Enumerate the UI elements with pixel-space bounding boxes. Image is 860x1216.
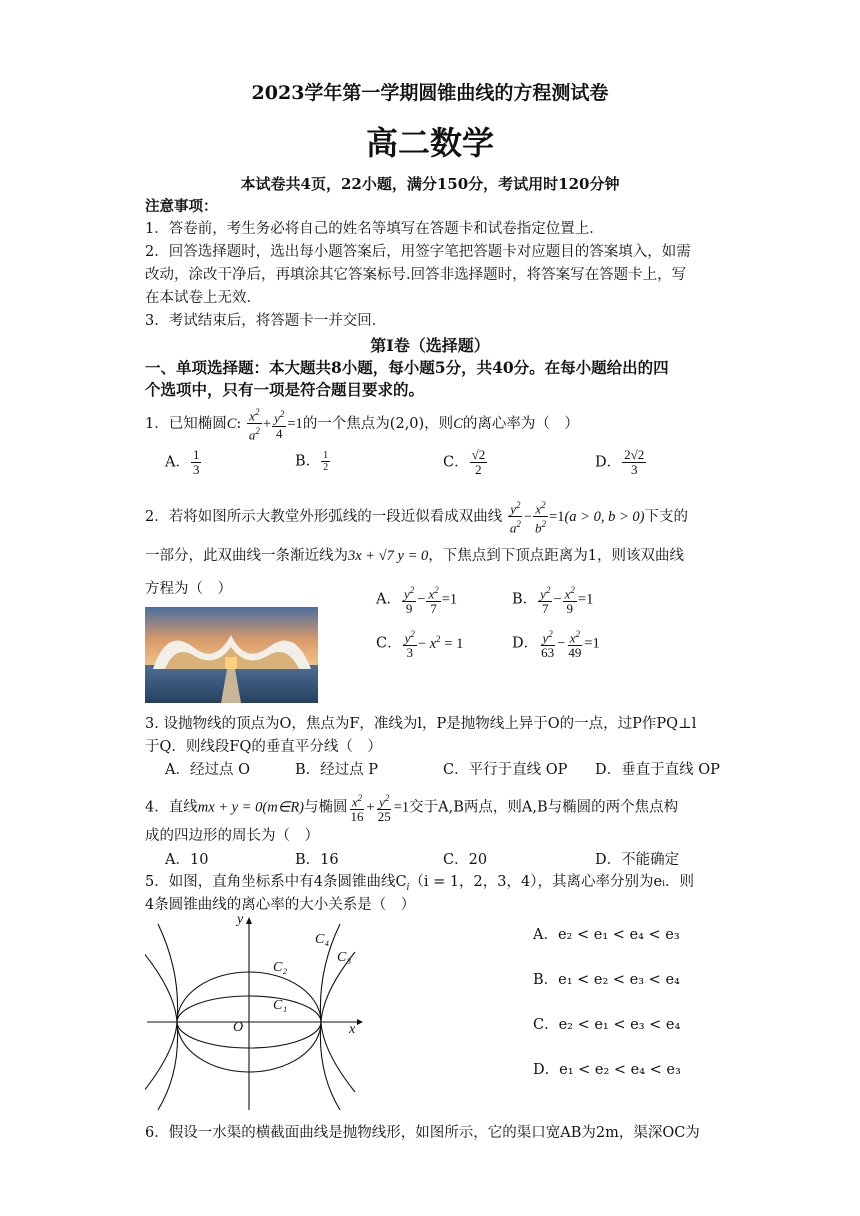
- fig-label-c1: C₁: [273, 998, 288, 1013]
- q5-option-b: B．e₁ < e₂ < e₃ < e₄: [533, 972, 680, 988]
- q4-option-b: B．16: [295, 852, 339, 868]
- y-axis-arrow: [246, 917, 252, 924]
- cathedral-photo: [145, 607, 318, 703]
- q4-option-c: C．20: [443, 852, 488, 868]
- q1-option-a: A． $\frac{1}{3}$: [165, 447, 200, 477]
- note-1: 1．答卷前，考生务必将自己的姓名等填写在答题卡和试卷指定位置上．: [145, 221, 604, 237]
- note-2a: 2．回答选择题时，选出每小题答案后，用签字笔把答题卡对应题目的答案填入，如需: [145, 244, 691, 260]
- exam-title: 2023学年第一学期圆锥曲线的方程测试卷: [251, 82, 609, 104]
- x-axis-arrow: [357, 1019, 363, 1025]
- q2-stem-1: 2．若将如图所示大教堂外形弧线的一段近似看成双曲线 $\frac{y^2}{a^2}$ − $\frac{x^2}{b^2}$ =1(a > 0, b > 0)下支的: [145, 500, 688, 536]
- q3-option-c: C．平行于直线 OP: [443, 762, 568, 778]
- q2-option-a: A． $\frac{y^2}{9}$ − $\frac{x^2}{7}$ =1: [376, 585, 458, 617]
- q5-stem-2: 4条圆锥曲线的离心率的大小关系是（ ）: [145, 897, 416, 913]
- q1-end: 的离心率为（ ）: [462, 415, 579, 432]
- fig-label-c2: C₂: [273, 960, 288, 975]
- q1-stem: 1．已知椭圆C: $\frac{x^2}{a^2}$ + $\frac{y^2}{4}$ =1的一个焦点为(2,0)，则C的离心率为（ ）: [145, 407, 579, 443]
- fig-label-c4: C₄: [315, 932, 330, 947]
- q4-option-d: D．不能确定: [595, 852, 680, 868]
- curve-c4-left: [158, 924, 178, 1110]
- q6-stem-1: 6．假设一水渠的横截面曲线是抛物线形，如图所示，它的渠口宽AB为2m，渠深OC为: [145, 1125, 700, 1141]
- q1-mid: 的一个焦点为(2,0)，则: [302, 415, 454, 432]
- q2-option-d: D． $\frac{y^2}{63}$ − $\frac{x^2}{49}$ =1: [512, 629, 600, 661]
- q5-option-d: D．e₁ < e₂ < e₄ < e₃: [533, 1062, 681, 1078]
- q2-stem-3: 方程为（ ）: [145, 581, 232, 597]
- q3-option-b: B．经过点 P: [295, 762, 379, 778]
- q3-stem-2: 于Q．则线段FQ的垂直平分线（ ）: [145, 739, 382, 755]
- notes-heading: 注意事项：: [145, 198, 218, 215]
- q1-option-b: B． $\frac{1}{2}$: [295, 450, 329, 473]
- fig-label-y: y: [237, 912, 244, 927]
- fig-label-c3: C₃: [337, 950, 352, 965]
- section-desc-2: 个选项中，只有一项是符合题目要求的。: [145, 380, 425, 399]
- q2-stem-2: 一部分，此双曲线一条渐近线为3x + √7 y = 0，下焦点到下顶点距离为1，则该双曲线: [145, 548, 685, 564]
- q2-option-b: B． $\frac{y^2}{7}$ − $\frac{x^2}{9}$ =1: [512, 585, 594, 617]
- q4-stem-1: 4．直线mx + y = 0(m∈R)与椭圆 $\frac{x^2}{16}$ + $\frac{y^2}{25}$ =1交于A,B两点，则A,B与椭圆的两个焦点构: [145, 793, 679, 825]
- q5-option-a: A．e₂ < e₁ < e₄ < e₃: [533, 927, 680, 943]
- q5-stem-1: 5．如图，直角坐标系中有4条圆锥曲线$C_i(i = 1$，2，3，4），其离心率分别为eᵢ．则: [145, 874, 694, 893]
- note-3: 3．考试结束后，将答题卡一并交回．: [145, 313, 387, 329]
- q1-option-d: D． $\frac{2√2}{3}$: [595, 447, 645, 477]
- q1-prefix: 1．已知椭圆: [145, 415, 227, 432]
- q5-option-c: C．e₂ < e₁ < e₃ < e₄: [533, 1017, 681, 1033]
- subject-title: 高二数学: [365, 124, 494, 162]
- fig-label-x: x: [349, 1022, 356, 1037]
- exam-info: 本试卷共4页，22小题，满分150分，考试用时120分钟: [240, 175, 620, 193]
- section-desc-1: 一、单项选择题：本大题共8小题，每小题5分，共40分。在每小题给出的四: [145, 358, 669, 377]
- note-2c: 在本试卷上无效．: [145, 290, 261, 306]
- q5-conic-figure: [145, 912, 365, 1112]
- note-2b: 改动，涂改干净后，再填涂其它答案标号.回答非选择题时，将答案写在答题卡上，写: [145, 267, 687, 283]
- q3-stem-1: 3. 设抛物线的顶点为O，焦点为F，准线为l，P是抛物线上异于O的一点，过P作PQ⊥l: [145, 716, 697, 732]
- q4-stem-2: 成的四边形的周长为（ ）: [145, 828, 319, 844]
- q2-option-c: C． $\frac{y^2}{3}$ − $x^2 = 1$: [376, 629, 464, 661]
- section-title: 第Ⅰ卷（选择题）: [370, 336, 490, 355]
- q4-option-a: A．10: [165, 852, 209, 868]
- q3-option-a: A．经过点 O: [165, 762, 250, 778]
- q1-option-c: C． $\frac{√2}{2}$: [443, 447, 486, 477]
- fig-label-origin: O: [233, 1020, 244, 1035]
- q3-option-d: D．垂直于直线 OP: [595, 762, 720, 778]
